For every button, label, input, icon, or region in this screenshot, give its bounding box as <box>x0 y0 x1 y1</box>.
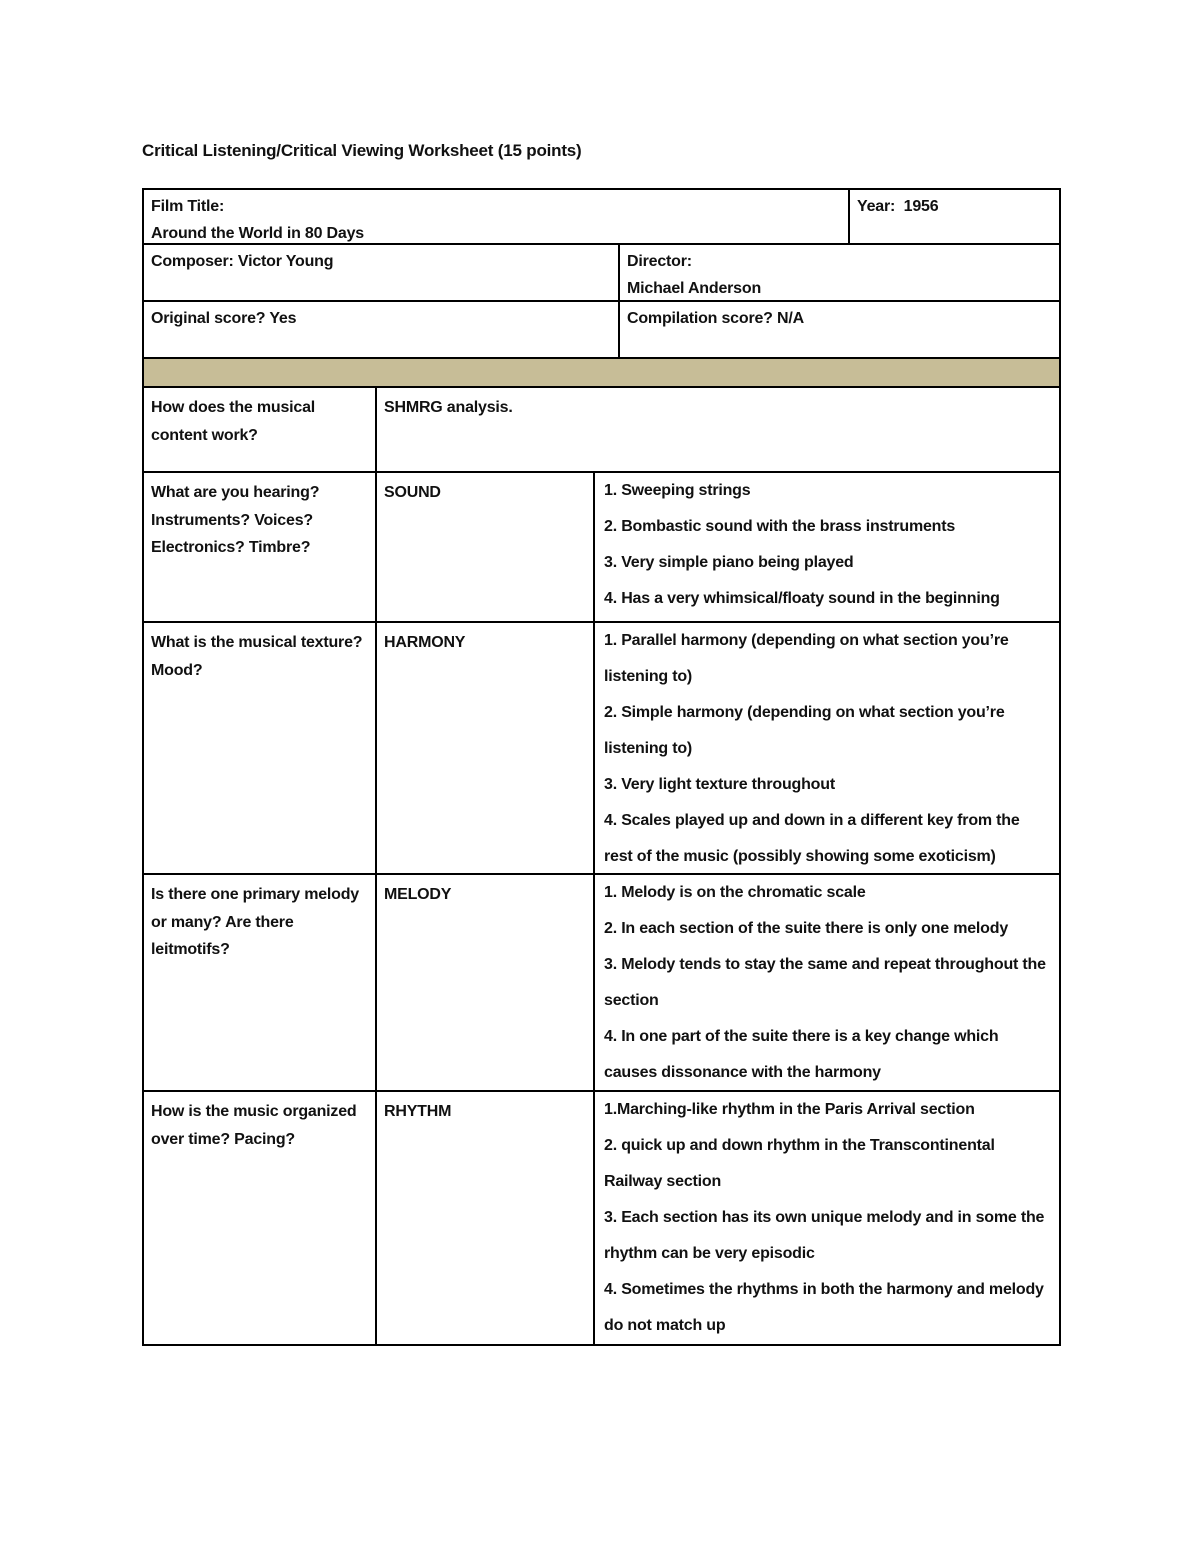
melody-question-cell <box>142 873 377 1092</box>
year-value: 1956 <box>903 198 939 215</box>
film-title-cell <box>142 188 850 245</box>
shmrg-analysis-label: SHMRG analysis. <box>384 399 513 416</box>
original-score-label: Original score? <box>151 310 266 327</box>
list-item: 2. In each section of the suite there is only one melody <box>604 920 1009 937</box>
sound-question: What are you hearing? Instruments? Voices? Electronics? Timbre? <box>151 484 320 556</box>
melody-answer-list <box>595 875 1059 1092</box>
director-cell <box>618 243 1061 302</box>
document-title: Critical Listening/Critical Viewing Worksheet (15 points) <box>142 141 582 160</box>
list-item: 3. Each section has its own unique melody and in some the rhythm can be very episodic <box>604 1209 1045 1262</box>
composer-label: Composer: <box>151 253 234 270</box>
list-item: 4. Has a very whimsical/floaty sound in the beginning <box>604 590 1000 607</box>
sound-category-cell <box>375 471 595 623</box>
list-item: 2. Bombastic sound with the brass instruments <box>604 518 956 535</box>
compilation-score-cell <box>618 300 1061 359</box>
melody-answers-cell <box>593 873 1061 1092</box>
compilation-score-value: N/A <box>777 310 804 327</box>
rhythm-question-cell <box>142 1090 377 1346</box>
list-item: 1. Melody is on the chromatic scale <box>604 884 866 901</box>
sound-question-cell <box>142 471 377 623</box>
original-score-value: Yes <box>269 310 297 327</box>
composer-value: Victor Young <box>237 253 334 270</box>
rhythm-answers-cell <box>593 1090 1061 1346</box>
composer-cell <box>142 243 620 302</box>
rhythm-question: How is the music organized over time? Pacing? <box>151 1103 357 1148</box>
sound-answers-cell <box>593 471 1061 623</box>
list-item: 3. Very simple piano being played <box>604 554 854 571</box>
film-title-value: Around the World in 80 Days <box>151 225 364 242</box>
list-item: 1. Sweeping strings <box>604 482 751 499</box>
original-score-cell <box>142 300 620 359</box>
list-item: 4. Sometimes the rhythms in both the harmony and melody do not match up <box>604 1281 1044 1334</box>
film-title-label: Film Title: <box>151 198 225 215</box>
harmony-category-cell <box>375 621 595 875</box>
year-label: Year: <box>857 198 896 215</box>
melody-category: MELODY <box>384 886 452 903</box>
list-item: 2. Simple harmony (depending on what section you’re listening to) <box>604 704 1005 757</box>
harmony-category: HARMONY <box>384 634 466 651</box>
year-cell <box>848 188 1061 245</box>
sound-category: SOUND <box>384 484 441 501</box>
harmony-question-cell <box>142 621 377 875</box>
list-item: 3. Melody tends to stay the same and repeat throughout the section <box>604 956 1046 1009</box>
list-item: 4. Scales played up and down in a different key from the rest of the music (possibly showing some exoticism) <box>604 812 1020 865</box>
analysis-question-cell <box>142 386 377 473</box>
list-item: 1. Parallel harmony (depending on what section you’re listening to) <box>604 632 1009 685</box>
harmony-answers-cell <box>593 621 1061 875</box>
list-item: 2. quick up and down rhythm in the Transcontinental Railway section <box>604 1137 995 1190</box>
sound-answer-list <box>595 473 1059 621</box>
rhythm-category-cell <box>375 1090 595 1346</box>
director-value: Michael Anderson <box>627 280 762 297</box>
melody-question: Is there one primary melody or many? Are there leitmotifs? <box>151 886 360 958</box>
analysis-label-cell <box>375 386 1061 473</box>
list-item: 1.Marching-like rhythm in the Paris Arrival section <box>604 1101 975 1118</box>
compilation-score-label: Compilation score? <box>627 310 773 327</box>
harmony-answer-list <box>595 623 1059 875</box>
list-item: 4. In one part of the suite there is a key change which causes dissonance with the harmony <box>604 1028 999 1081</box>
rhythm-answer-list <box>595 1092 1059 1346</box>
analysis-question: How does the musical content work? <box>151 399 316 444</box>
melody-category-cell <box>375 873 595 1092</box>
director-label: Director: <box>627 253 692 270</box>
section-separator-band <box>142 357 1061 388</box>
list-item: 3. Very light texture throughout <box>604 776 835 793</box>
harmony-question: What is the musical texture? Mood? <box>151 634 363 679</box>
rhythm-category: RHYTHM <box>384 1103 452 1120</box>
